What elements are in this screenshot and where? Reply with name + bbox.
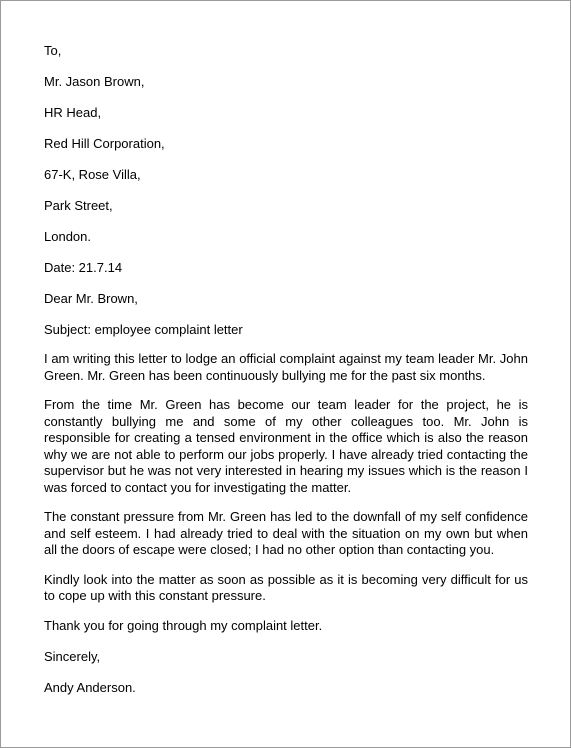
recipient-title: HR Head, xyxy=(44,105,102,120)
salutation-to: To, xyxy=(44,43,62,58)
recipient-company: Red Hill Corporation, xyxy=(44,136,165,151)
letter-body xyxy=(44,43,528,711)
paragraph-intro: I am writing this letter to lodge an official complaint against my team leader Mr. John Green. Mr. Green has been continuously bullying me for the past six months. xyxy=(44,351,528,383)
recipient-address-line-2: Park Street, xyxy=(44,198,113,213)
recipient-name: Mr. Jason Brown, xyxy=(44,74,145,89)
signature: Andy Anderson. xyxy=(44,680,136,695)
paragraph-details: From the time Mr. Green has become our team leader for the project, he is constantly bullying me and some of my other colleagues too. Mr. John is responsible for creating a tensed environment in the office which is also the reason why we are not able to perform our jobs properly. I have already tried contacting the supervisor but he was not very interested in hearing my issues which is the reason I was forced to contact you for investigating the matter. xyxy=(44,397,528,495)
greeting: Dear Mr. Brown, xyxy=(44,291,138,306)
paragraph-impact: The constant pressure from Mr. Green has led to the downfall of my self confidence and self esteem. I had already tried to deal with the situation on my own but when all the doors of escape were closed; I had no other option than contacting you. xyxy=(44,509,528,557)
recipient-address-line-1: 67-K, Rose Villa, xyxy=(44,167,141,182)
recipient-city: London. xyxy=(44,229,91,244)
letter-date: Date: 21.7.14 xyxy=(44,260,123,275)
closing: Sincerely, xyxy=(44,649,101,664)
paragraph-thanks: Thank you for going through my complaint letter. xyxy=(44,617,323,633)
paragraph-request: Kindly look into the matter as soon as possible as it is becoming very difficult for us to cope up with this constant pressure. xyxy=(44,571,528,603)
subject-line: Subject: employee complaint letter xyxy=(44,322,243,337)
